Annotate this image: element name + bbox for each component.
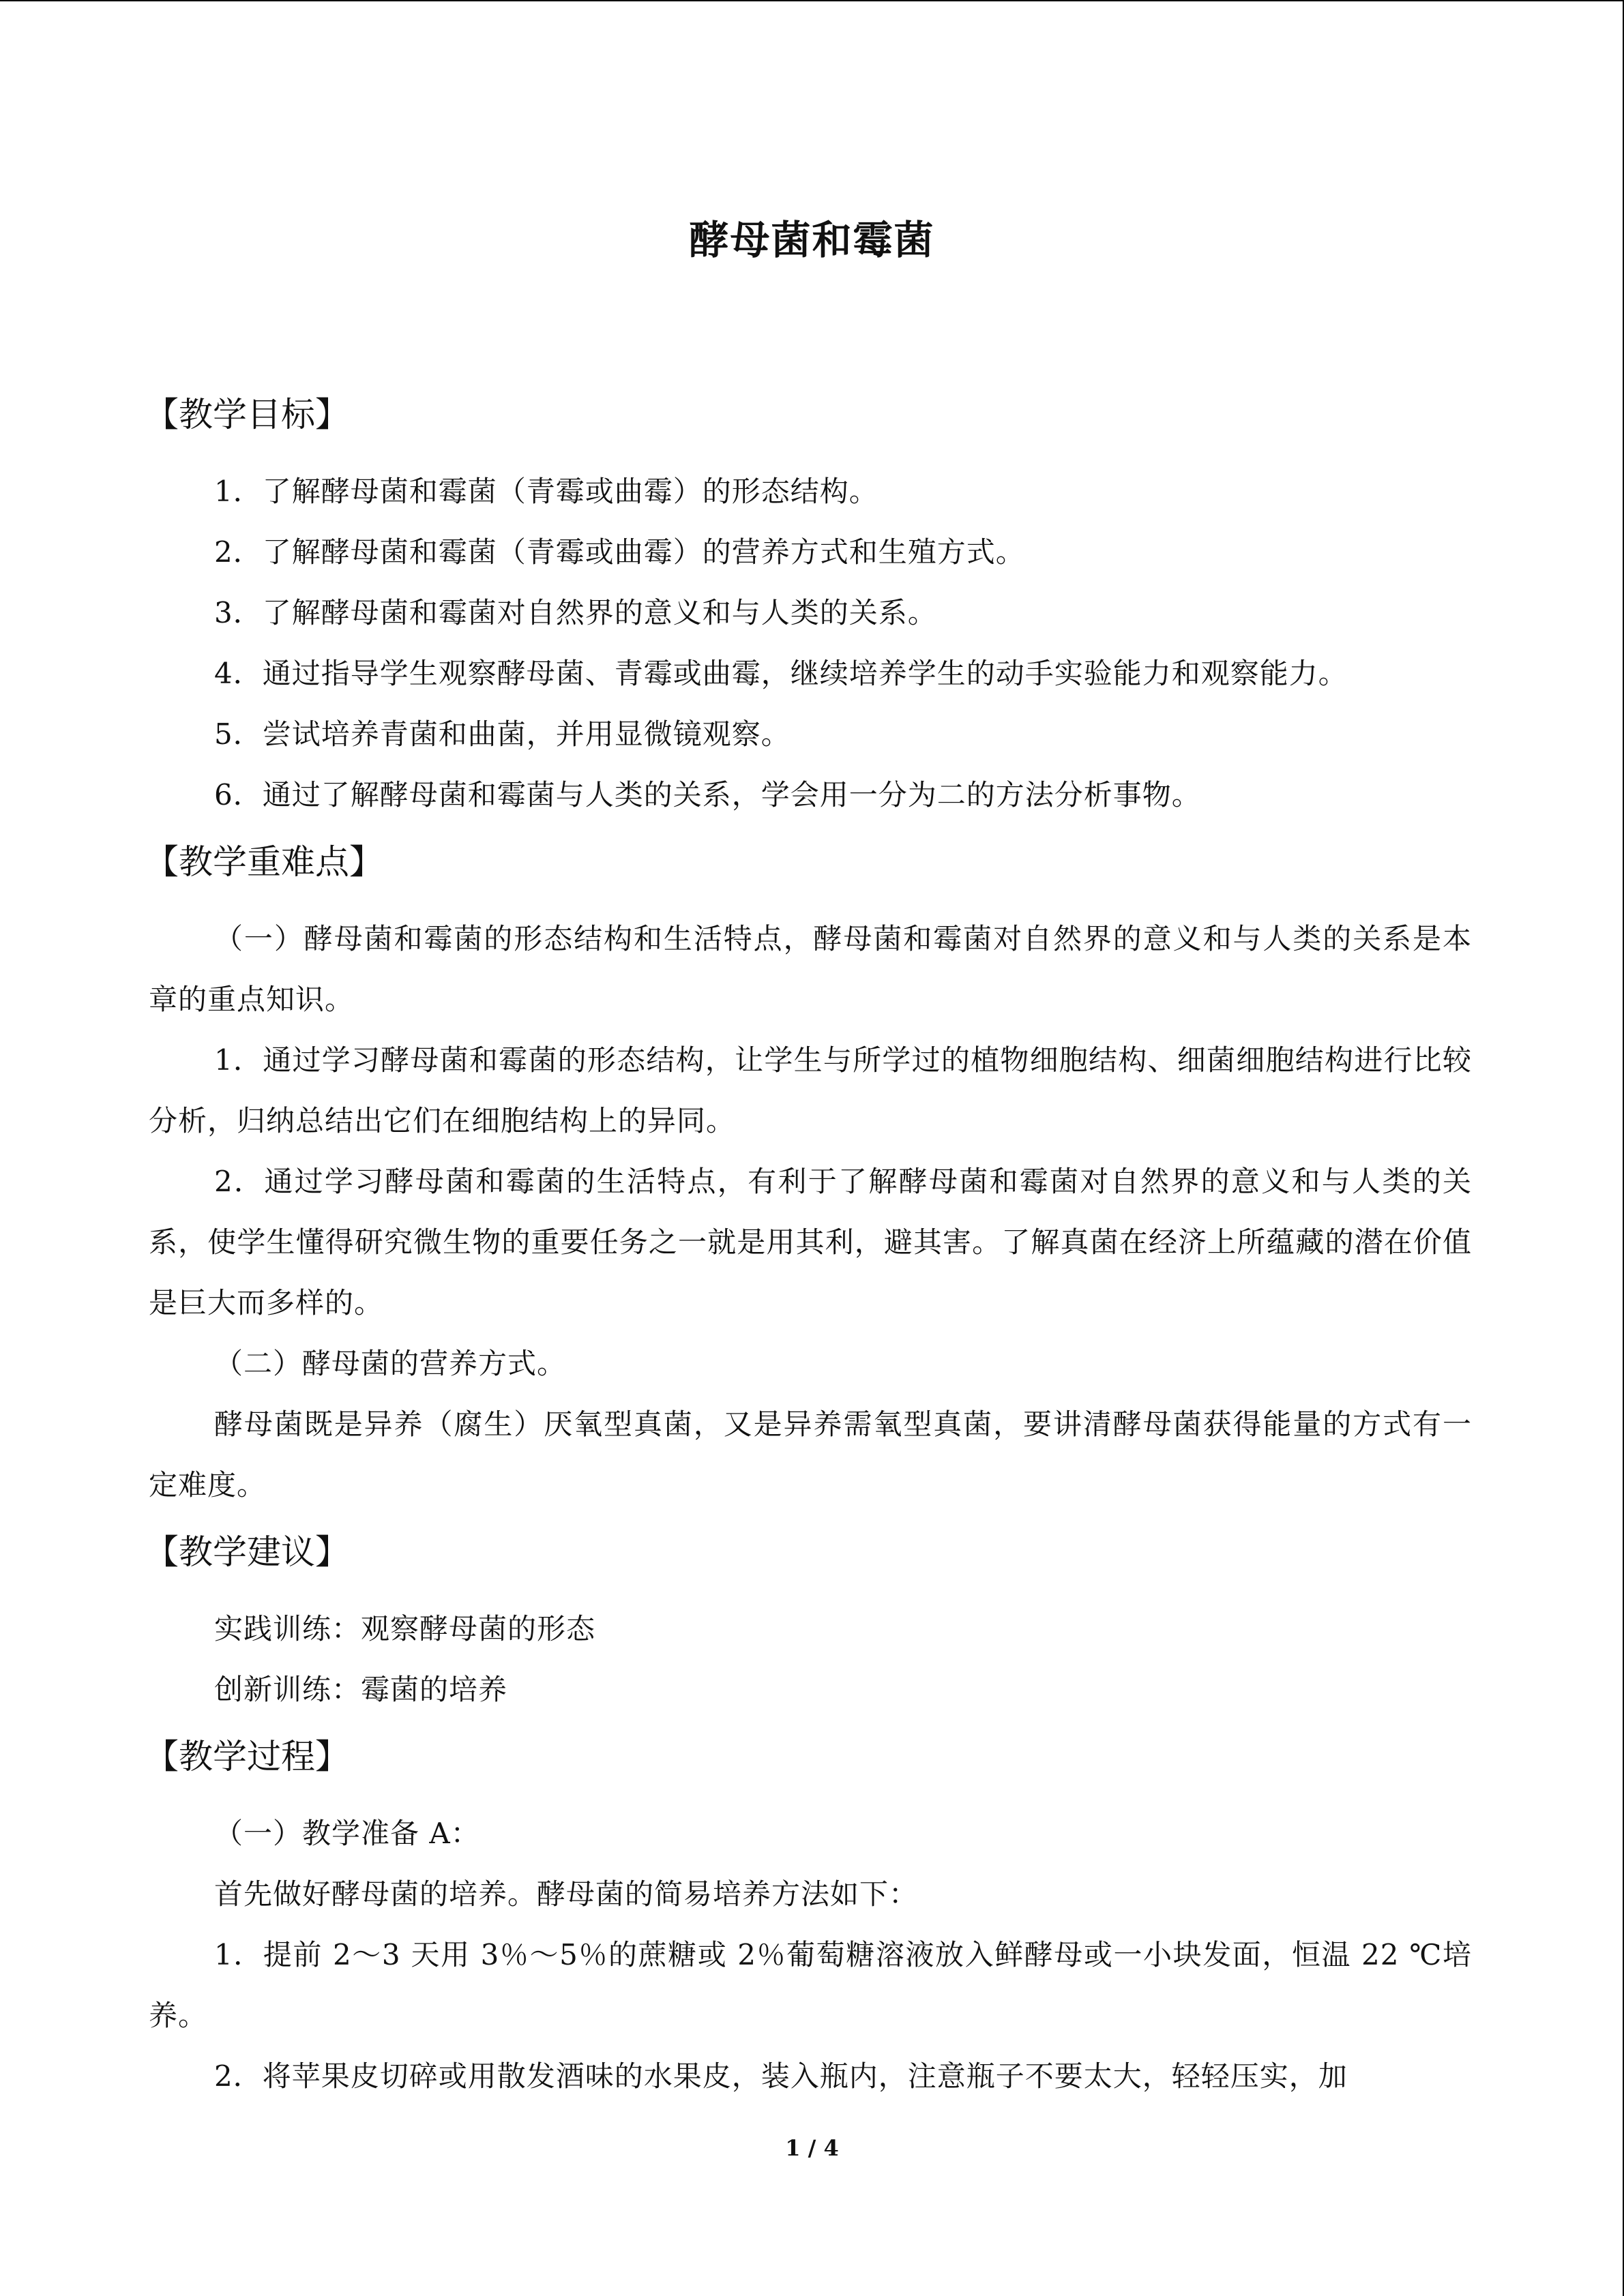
section-heading: 【教学过程】 xyxy=(145,1737,349,1776)
paragraph: （二）酵母菌的营养方式。 xyxy=(214,1347,567,1380)
paragraph: 5．尝试培养青菌和曲菌，并用显微镜观察。 xyxy=(214,717,791,751)
section-body xyxy=(149,1598,1472,1720)
section-key-difficulties xyxy=(145,831,1472,1515)
paragraph: 2．了解酵母菌和霉菌（青霉或曲霉）的营养方式和生殖方式。 xyxy=(214,535,1025,569)
paragraph: 创新训练：霉菌的培养 xyxy=(214,1673,508,1706)
paragraph: 酵母菌既是异养（腐生）厌氧型真菌，又是异养需氧型真菌，要讲清酵母菌获得能量的方式有一定难度。 xyxy=(149,1407,1472,1502)
paragraph: 实践训练：观察酵母菌的形态 xyxy=(214,1612,596,1645)
paragraph: 首先做好酵母菌的培养。酵母菌的简易培养方法如下： xyxy=(214,1877,919,1911)
paragraph: 2．通过学习酵母菌和霉菌的生活特点，有利于了解酵母菌和霉菌对自然界的意义和与人类的关系，使学生懂得研究微生物的重要任务之一就是用其利，避其害。了解真菌在经济上所蕴藏的潜在价值是巨大而多样的。 xyxy=(149,1165,1472,1320)
document-body xyxy=(145,383,1472,2112)
paragraph: 6．通过了解酵母菌和霉菌与人类的关系，学会用一分为二的方法分析事物。 xyxy=(214,778,1201,811)
section-heading: 【教学目标】 xyxy=(145,395,349,434)
section-body xyxy=(149,461,1472,825)
paragraph: （一）教学准备 A： xyxy=(214,1817,480,1850)
page-number: 1 / 4 xyxy=(785,2135,839,2161)
section-heading: 【教学建议】 xyxy=(145,1532,349,1572)
page-title: 酵母菌和霉菌 xyxy=(689,217,935,263)
paragraph: 1．了解酵母菌和霉菌（青霉或曲霉）的形态结构。 xyxy=(214,475,879,508)
paragraph: 4．通过指导学生观察酵母菌、青霉或曲霉，继续培养学生的动手实验能力和观察能力。 xyxy=(214,657,1348,690)
section-teaching-objectives xyxy=(145,383,1472,825)
section-heading: 【教学重难点】 xyxy=(145,842,383,882)
section-body xyxy=(149,1803,1472,2106)
paragraph: 1．通过学习酵母菌和霉菌的形态结构，让学生与所学过的植物细胞结构、细菌细胞结构进行比较分析，归纳总结出它们在细胞结构上的异同。 xyxy=(149,1043,1472,1137)
paragraph: 3．了解酵母菌和霉菌对自然界的意义和与人类的关系。 xyxy=(214,596,937,629)
paragraph: 2．将苹果皮切碎或用散发酒味的水果皮，装入瓶内，注意瓶子不要太大，轻轻压实，加 xyxy=(214,2059,1348,2093)
section-teaching-suggestions xyxy=(145,1521,1472,1720)
section-body xyxy=(149,908,1472,1515)
section-teaching-process xyxy=(145,1725,1472,2106)
paragraph: （一）酵母菌和霉菌的形态结构和生活特点，酵母菌和霉菌对自然界的意义和与人类的关系是本章的重点知识。 xyxy=(149,922,1472,1016)
paragraph: 1．提前 2～3 天用 3％～5％的蔗糖或 2％葡萄糖溶液放入鲜酵母或一小块发面，恒温 22 ℃培养。 xyxy=(149,1938,1472,2032)
